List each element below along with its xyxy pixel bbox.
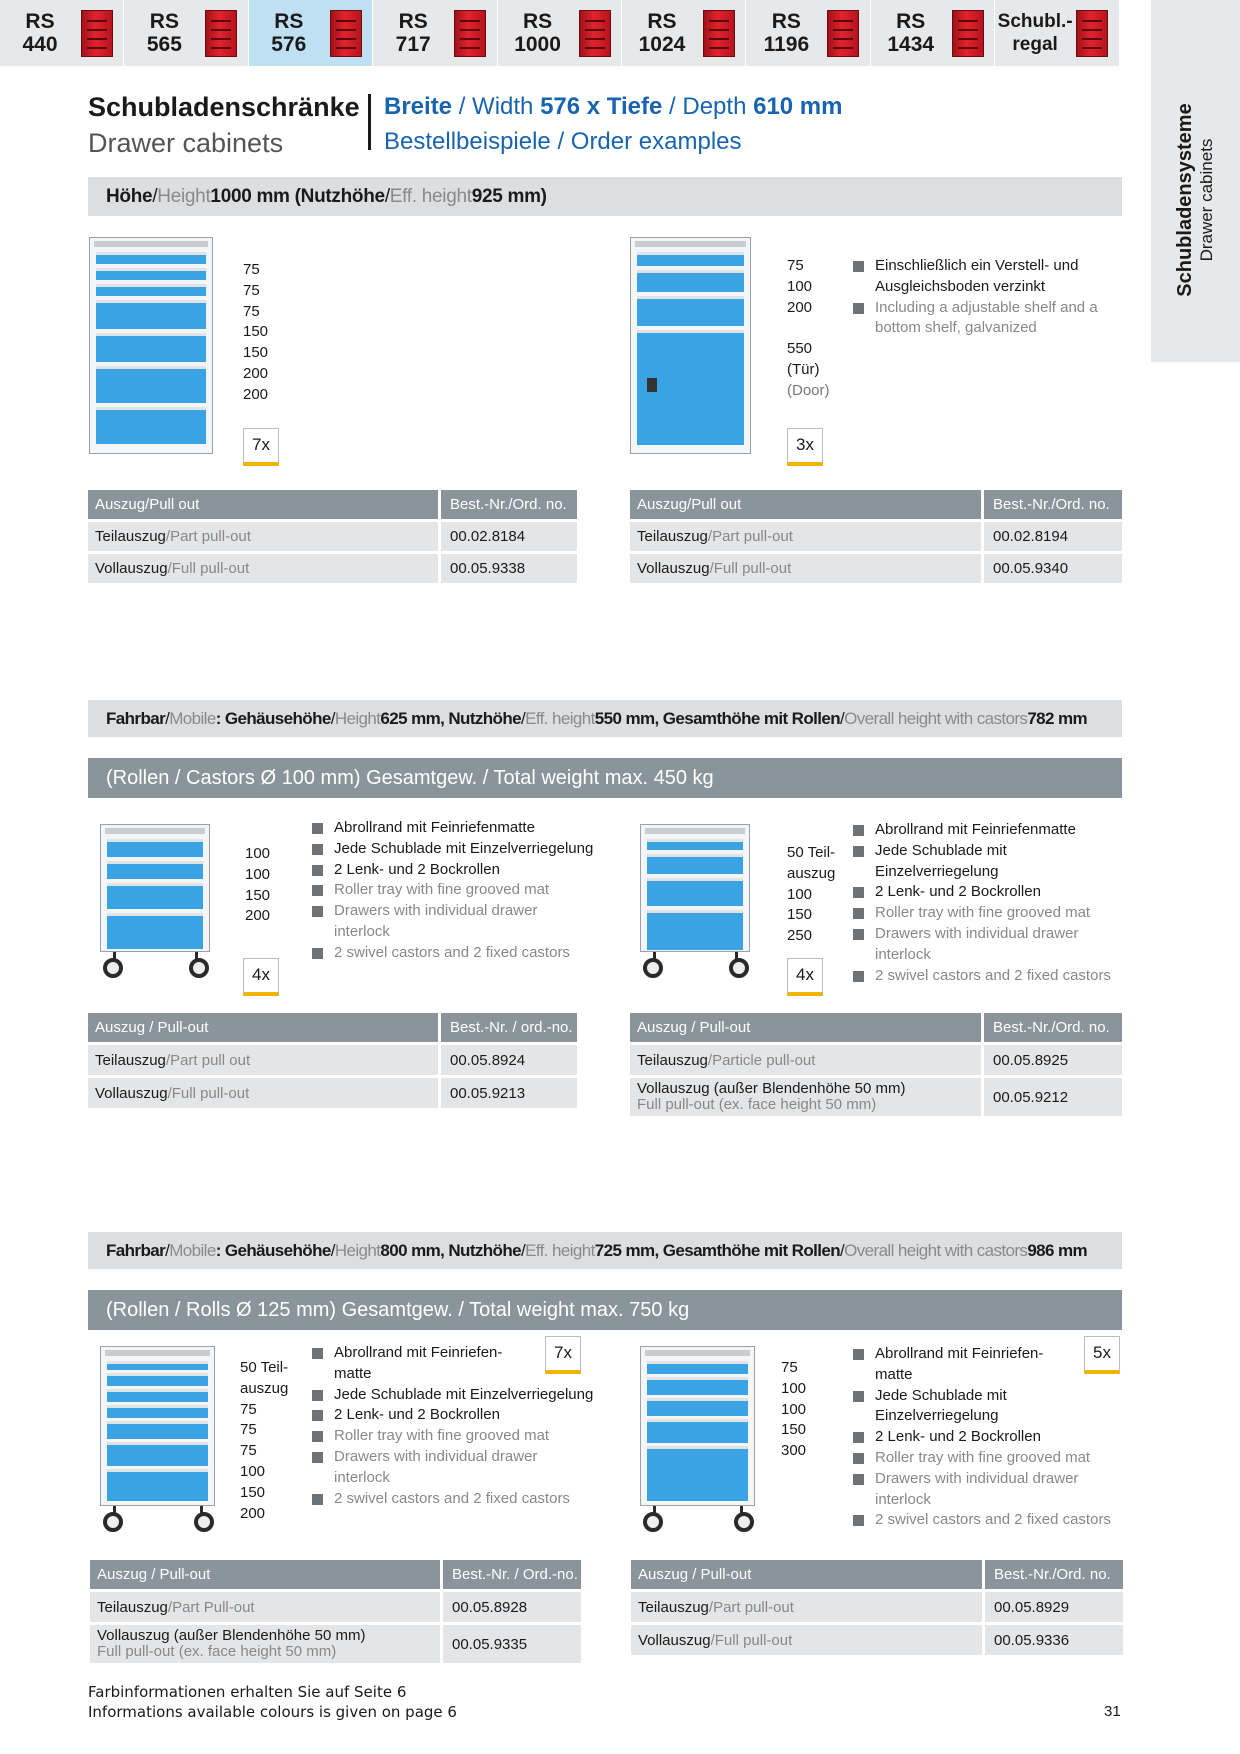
feature-list: Einschließlich ein Verstell- und Ausgleichsboden verzinkt Including a adjustable shelf and a bottom shelf, galvanized [853, 256, 1123, 339]
order-table: Auszug/Pull out Best.-Nr./Ord. no. Teilauszug / Part pull-out 00.02.8184 Vollauszug / Full pull-out 00.05.9338 [88, 490, 577, 586]
drawer-heights-list: 75 75 75 150 150 200 200 [243, 261, 269, 403]
drawer-count-badge: 3x [787, 428, 823, 466]
tab-rs-1196[interactable]: RS 1196 [746, 0, 870, 66]
drawer-heights-list: 50 Teil- auszug 100 150 250 [787, 844, 836, 945]
tab-rs-565[interactable]: RS 565 [124, 0, 248, 66]
tab-rs-1000[interactable]: RS 1000 [498, 0, 622, 66]
drawer-cabinet-icon [1076, 10, 1108, 57]
tab-rs-717[interactable]: RS 717 [373, 0, 497, 66]
castor-icon [643, 1512, 663, 1532]
order-examples-heading: Bestellbeispiele / Order examples [384, 128, 742, 155]
heading-divider [368, 94, 371, 150]
order-table: Auszug / Pull-out Best.-Nr./Ord. no. Teilauszug / Part pull-out 00.05.8929 Vollauszug / Full pull-out 00.05.9336 [631, 1560, 1123, 1658]
drawer-heights-list: 100 100 150 200 [245, 845, 271, 925]
order-table: Auszug / Pull-out Best.-Nr. / ord.-no. Teilauszug / Part pull out 00.05.8924 Vollauszug / Full pull-out 00.05.9213 [88, 1013, 577, 1111]
section3-height-band: Fahrbar / Mobile : Gehäusehöhe / Height 800 mm, Nutzhöhe / Eff. height 725 mm, Gesamthöhe mit Rollen / Overall height with castors 986 mm [88, 1232, 1122, 1269]
drawer-cabinet-icon [952, 10, 984, 57]
castor-icon [734, 1512, 754, 1532]
drawer-heights-list: 75 100 200 550 (Tür) (Door) [787, 257, 830, 399]
side-tab [1151, 0, 1240, 362]
feature-list: Abrollrand mit Feinriefen- matte Jede Schublade mit Einzelverriegelung 2 Lenk- und 2 Bockrollen Roller tray with fine grooved mat Drawers with individual drawer interlock 2 swivel castors and 2 fixed castors [312, 1343, 602, 1509]
tab-rs-1024[interactable]: RS 1024 [622, 0, 746, 66]
cabinet-7-drawer-image [89, 237, 213, 454]
drawer-heights-list: 50 Teil- auszug 75 75 75 100 150 200 [240, 1359, 289, 1522]
castor-icon [189, 958, 209, 978]
drawer-cabinet-icon [205, 10, 237, 57]
castor-icon [643, 958, 663, 978]
drawer-cabinet-icon [703, 10, 735, 57]
drawer-cabinet-icon [827, 10, 859, 57]
feature-list: Abrollrand mit Feinriefenmatte Jede Schublade mit Einzelverriegelung 2 Lenk- und 2 Bockrollen Roller tray with fine grooved mat Drawers with individual drawer interlock 2 swivel castors and 2 fixed castors [312, 818, 602, 964]
tab-rs-1434[interactable]: RS 1434 [871, 0, 995, 66]
section2-height-band: Fahrbar / Mobile : Gehäusehöhe / Height 625 mm, Nutzhöhe / Eff. height 550 mm, Gesamthöhe mit Rollen / Overall height with castors 782 mm [88, 700, 1122, 737]
mobile-cabinet-4-drawer-image [640, 824, 750, 952]
mobile-cabinet-5-drawer-image [640, 1346, 755, 1506]
drawer-cabinet-icon [579, 10, 611, 57]
tab-schublregal[interactable]: Schubl.- regal [995, 0, 1119, 66]
feature-list: Abrollrand mit Feinriefenmatte Jede Schublade mit Einzelverriegelung 2 Lenk- und 2 Bockrollen Roller tray with fine grooved mat Drawers with individual drawer interlock 2 swivel castors and 2 fixed castors [853, 820, 1123, 986]
drawer-count-badge: 7x [243, 428, 279, 466]
drawer-count-badge: 7x [545, 1336, 581, 1374]
drawer-heights-list: 75 100 100 150 300 [781, 1359, 807, 1460]
product-tabs [0, 0, 1120, 66]
dimension-heading: Breite / Width 576 x Tiefe / Depth 610 mm [384, 93, 843, 120]
section1-height-band: Höhe / Height 1000 mm (Nutzhöhe / Eff. height 925 mm) [88, 177, 1122, 216]
page-title: Schubladenschränke [88, 92, 360, 122]
side-tab-label: Schubladensysteme Drawer cabinets [1174, 103, 1216, 297]
mobile-cabinet-4-drawer-image [100, 824, 210, 952]
page-number: 31 [1104, 1703, 1121, 1720]
section2-weight-band: (Rollen / Castors Ø 100 mm) Gesamtgew. / Total weight max. 450 kg [88, 758, 1122, 798]
cabinet-door-image [630, 237, 751, 454]
order-table: Auszug/Pull out Best.-Nr./Ord. no. Teilauszug / Part pull-out 00.02.8194 Vollauszug / Full pull-out 00.05.9340 [630, 490, 1122, 586]
feature-list: Abrollrand mit Feinriefen- matte Jede Schublade mit Einzelverriegelung 2 Lenk- und 2 Bockrollen Roller tray with fine grooved mat Drawers with individual drawer interlock 2 swivel castors and 2 fixed castors [853, 1344, 1123, 1531]
drawer-cabinet-icon [330, 10, 362, 57]
castor-icon [103, 958, 123, 978]
drawer-count-badge: 4x [243, 958, 279, 996]
drawer-cabinet-icon [454, 10, 486, 57]
mobile-cabinet-7-drawer-image [100, 1346, 215, 1506]
drawer-count-badge: 4x [787, 958, 823, 996]
order-table: Auszug / Pull-out Best.-Nr. / Ord.-no. Teilauszug / Part Pull-out 00.05.8928 Vollauszug (außer Blendenhöhe 50 mm) Full pull-out (ex. face height 50 mm) 00.05.9335 [90, 1560, 581, 1666]
section3-weight-band: (Rollen / Rolls Ø 125 mm) Gesamtgew. / Total weight max. 750 kg [88, 1290, 1122, 1330]
castor-icon [729, 958, 749, 978]
drawer-cabinet-icon [81, 10, 113, 57]
order-table: Auszug / Pull-out Best.-Nr./Ord. no. Teilauszug / Particle pull-out 00.05.8925 Vollauszug (außer Blendenhöhe 50 mm) Full pull-out (ex. face height 50 mm) 00.05.9212 [630, 1013, 1122, 1119]
tab-rs-440[interactable]: RS 440 [0, 0, 124, 66]
drawer-count-badge: 5x [1084, 1336, 1120, 1374]
castor-icon [194, 1512, 214, 1532]
castor-icon [103, 1512, 123, 1532]
page-subtitle: Drawer cabinets [88, 128, 284, 158]
tab-rs-576[interactable]: RS 576 [249, 0, 373, 66]
colour-info-note: Farbinformationen erhalten Sie auf Seite 6 Informations available colours is given on page 6 [88, 1683, 457, 1721]
